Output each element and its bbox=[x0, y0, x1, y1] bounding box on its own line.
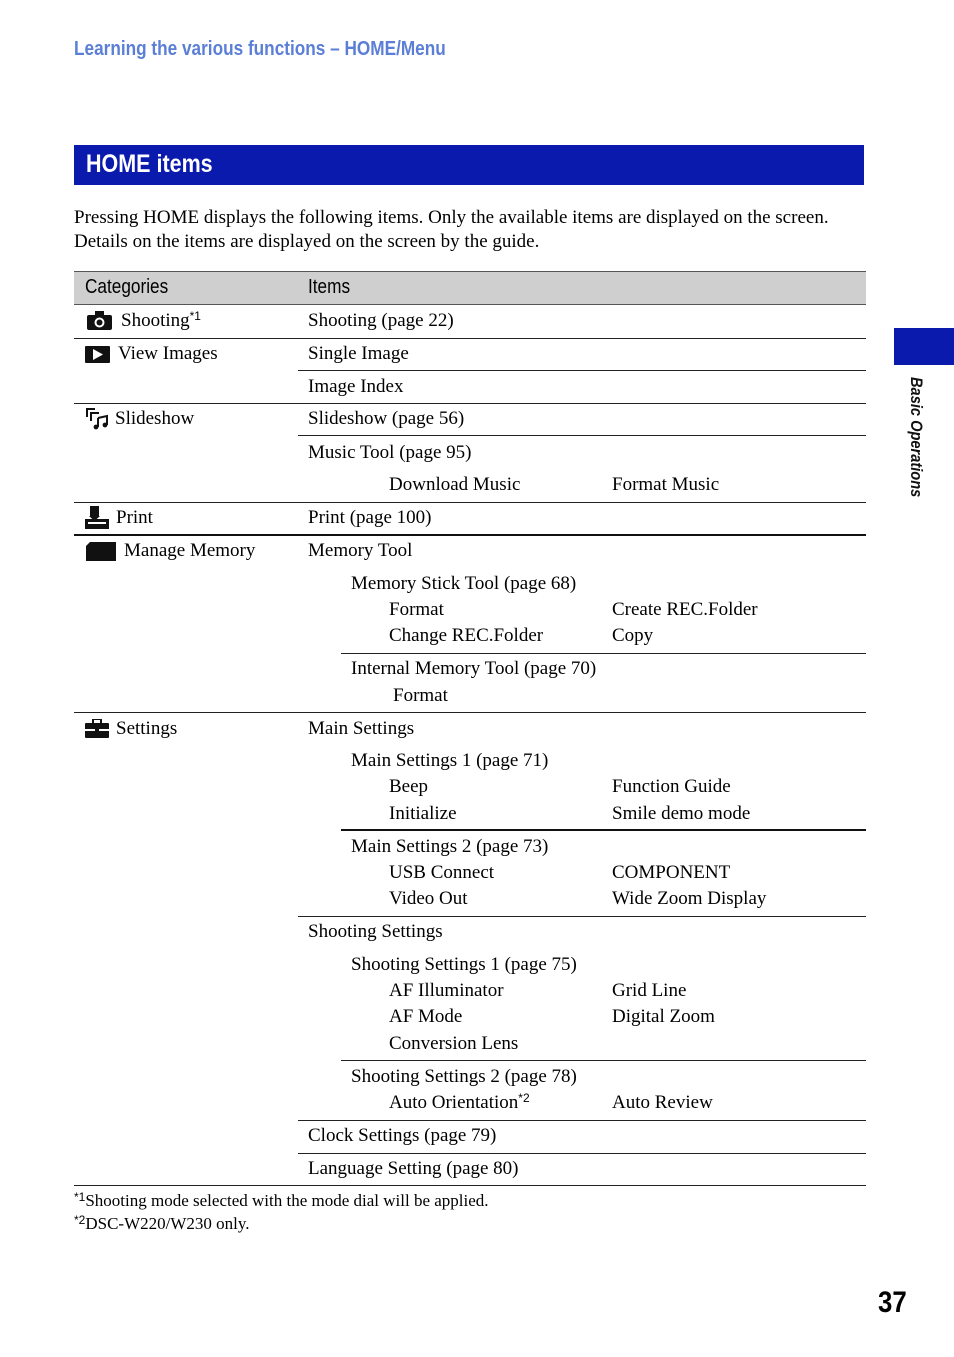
row-divider bbox=[74, 712, 866, 713]
intro-paragraph: Pressing HOME displays the following items. Only the available items are displayed on the screen. Details on the items are displayed on the screen by the guide. bbox=[74, 207, 829, 252]
item-smile-demo: Smile demo mode bbox=[612, 803, 751, 824]
item-shooting-settings-1: Shooting Settings 1 (page 75) bbox=[351, 954, 577, 975]
table-bottom-rule bbox=[74, 1185, 866, 1186]
row-divider bbox=[74, 534, 866, 536]
item-auto-orientation: Auto Orientation$^{*2}$ bbox=[389, 1091, 530, 1113]
item-function-guide: Function Guide bbox=[612, 776, 731, 797]
item-internal-memory-tool: Internal Memory Tool (page 70) bbox=[351, 658, 597, 679]
camera-icon bbox=[87, 311, 112, 330]
row-divider bbox=[298, 1153, 866, 1154]
row-divider bbox=[298, 435, 866, 436]
row-divider bbox=[298, 1120, 866, 1121]
item-auto-review: Auto Review bbox=[612, 1092, 713, 1113]
row-divider bbox=[74, 338, 866, 339]
play-icon bbox=[85, 346, 110, 363]
item-main-settings-2: Main Settings 2 (page 73) bbox=[351, 836, 549, 857]
item-create-rec-folder: Create REC.Folder bbox=[612, 599, 758, 620]
category-print: Print bbox=[116, 507, 153, 528]
footnote-1: $^{*1}$Shooting mode selected with the mode dial will be applied. bbox=[74, 1190, 489, 1210]
row-divider bbox=[341, 829, 866, 831]
item-memory-stick-tool: Memory Stick Tool (page 68) bbox=[351, 573, 577, 594]
item-shooting: Shooting (page 22) bbox=[308, 310, 454, 331]
item-im-format: Format bbox=[393, 685, 448, 706]
item-main-settings: Main Settings bbox=[308, 718, 415, 739]
item-grid-line: Grid Line bbox=[612, 980, 687, 1001]
item-initialize: Initialize bbox=[389, 803, 457, 824]
row-divider bbox=[74, 403, 866, 404]
item-format-music: Format Music bbox=[612, 474, 720, 495]
table-header bbox=[74, 271, 866, 305]
row-divider bbox=[341, 653, 866, 654]
breadcrumb: Learning the various functions – HOME/Menu bbox=[74, 38, 446, 60]
page-number: 37 bbox=[878, 1286, 907, 1319]
item-wide-zoom: Wide Zoom Display bbox=[612, 888, 767, 909]
item-copy: Copy bbox=[612, 625, 654, 646]
item-conversion-lens: Conversion Lens bbox=[389, 1033, 519, 1054]
item-beep: Beep bbox=[389, 776, 429, 797]
item-image-index: Image Index bbox=[308, 376, 404, 397]
item-download-music: Download Music bbox=[389, 474, 521, 495]
header-categories: Categories bbox=[85, 276, 169, 298]
category-shooting: Shooting$^{*1}$ bbox=[121, 309, 201, 331]
header-items: Items bbox=[308, 276, 351, 298]
side-tab-marker bbox=[894, 328, 954, 365]
footnote-2: $^{*2}$DSC-W220/W230 only. bbox=[74, 1213, 250, 1233]
item-usb-connect: USB Connect bbox=[389, 862, 495, 883]
item-shooting-settings-2: Shooting Settings 2 (page 78) bbox=[351, 1066, 577, 1087]
row-divider bbox=[298, 370, 866, 371]
item-print: Print (page 100) bbox=[308, 507, 432, 528]
print-icon bbox=[85, 506, 109, 529]
section-title-bar bbox=[74, 145, 864, 185]
item-component: COMPONENT bbox=[612, 862, 731, 883]
item-af-illuminator: AF Illuminator bbox=[389, 980, 504, 1001]
item-music-tool: Music Tool (page 95) bbox=[308, 442, 472, 463]
toolbox-icon bbox=[85, 719, 109, 738]
item-memory-tool: Memory Tool bbox=[308, 540, 413, 561]
category-slideshow: Slideshow bbox=[115, 408, 195, 429]
item-single-image: Single Image bbox=[308, 343, 409, 364]
item-slideshow: Slideshow (page 56) bbox=[308, 408, 465, 429]
item-clock-settings: Clock Settings (page 79) bbox=[308, 1125, 497, 1146]
item-af-mode: AF Mode bbox=[389, 1006, 463, 1027]
item-main-settings-1: Main Settings 1 (page 71) bbox=[351, 750, 549, 771]
category-manage-memory: Manage Memory bbox=[124, 540, 256, 561]
item-ms-format: Format bbox=[389, 599, 444, 620]
slideshow-icon bbox=[86, 408, 110, 430]
category-settings: Settings bbox=[116, 718, 178, 739]
category-view-images: View Images bbox=[118, 343, 218, 364]
memory-card-icon bbox=[86, 542, 116, 561]
item-video-out: Video Out bbox=[389, 888, 468, 909]
item-digital-zoom: Digital Zoom bbox=[612, 1006, 715, 1027]
section-title: HOME items bbox=[86, 150, 213, 178]
item-language-setting: Language Setting (page 80) bbox=[308, 1158, 519, 1179]
item-shooting-settings: Shooting Settings bbox=[308, 921, 443, 942]
item-change-rec-folder: Change REC.Folder bbox=[389, 625, 544, 646]
row-divider bbox=[341, 1060, 866, 1061]
side-tab-label: Basic Operations bbox=[907, 377, 926, 498]
row-divider bbox=[74, 502, 866, 503]
row-divider bbox=[298, 916, 866, 917]
